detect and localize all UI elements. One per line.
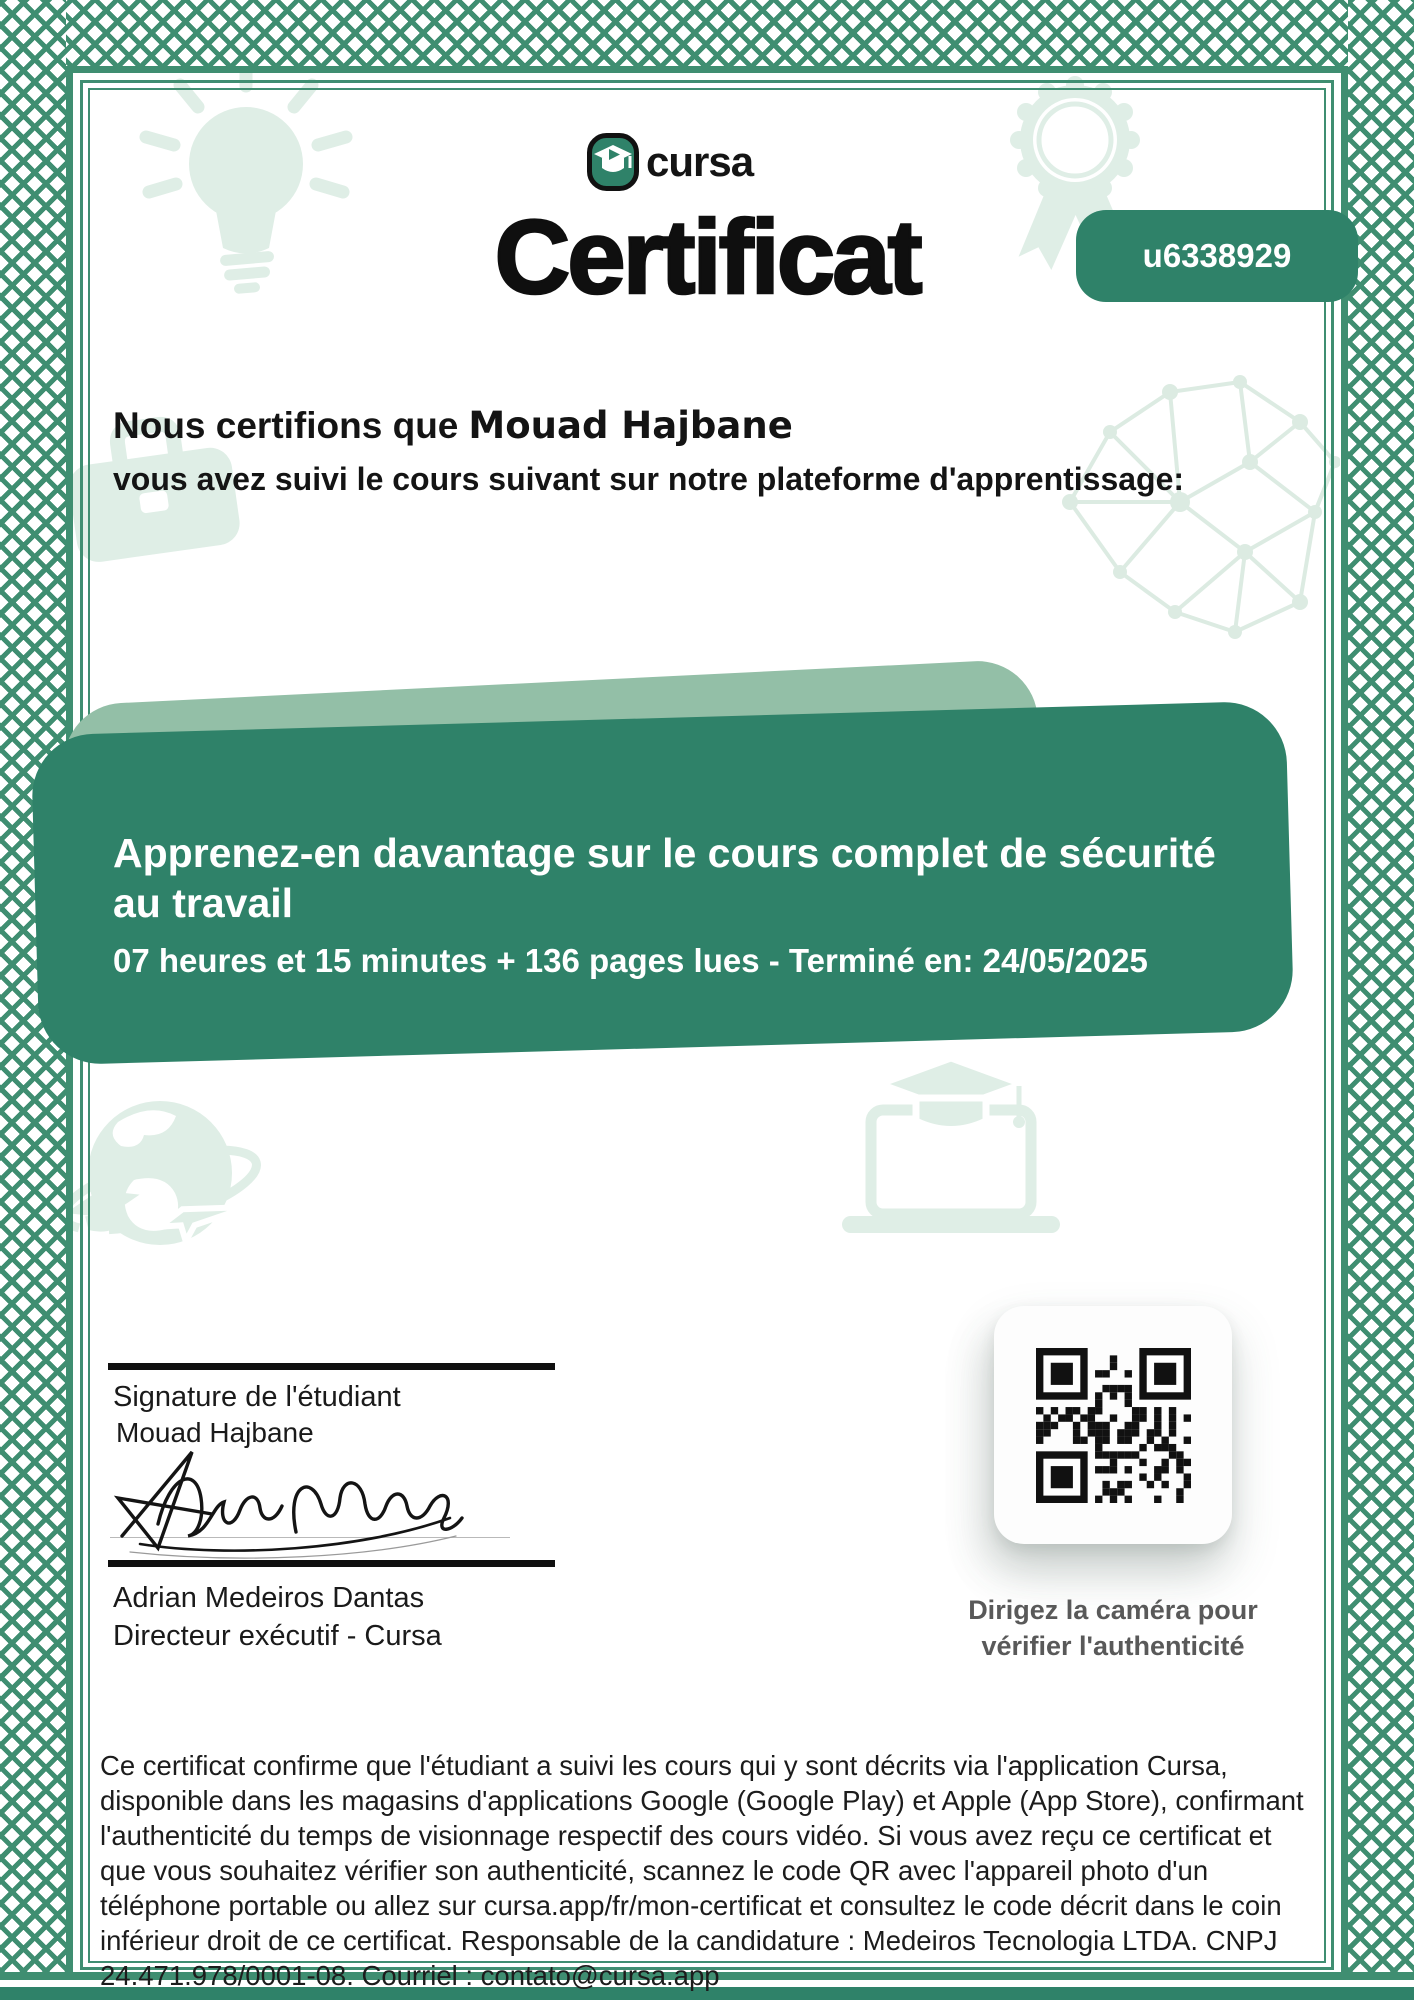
course-title: Apprenez-en davantage sur le cours complet de sécurité au travail (113, 830, 1216, 926)
signature-bottom-rule (108, 1560, 555, 1567)
qr-caption-line1: Dirigez la caméra pour (968, 1595, 1258, 1625)
brand-wordmark: cursa (646, 138, 754, 185)
signer-name: Adrian Medeiros Dantas (113, 1582, 425, 1614)
brain-network-watermark-icon (1050, 352, 1340, 662)
certificate-code: u6338929 (1142, 237, 1292, 274)
course-details: 07 heures et 15 minutes + 136 pages lues - Terminé en: 24/05/2025 (113, 942, 1148, 979)
cursa-logo (586, 132, 753, 192)
qr-caption-line2: vérifier l'authenticité (981, 1631, 1245, 1661)
cursa-logo-icon (586, 132, 640, 192)
certificate-code-badge (1076, 210, 1358, 302)
student-name: Mouad Hajbane (468, 404, 793, 447)
qr-caption (948, 1592, 1278, 1664)
signature-label: Signature de l'étudiant (113, 1381, 401, 1413)
qr-code (1036, 1348, 1191, 1503)
globe-plane-watermark-icon (60, 1078, 275, 1283)
signature-top-rule (108, 1363, 555, 1370)
intro-subline: vous avez suivi le cours suivant sur notre plateforme d'apprentissage: (113, 461, 1185, 497)
ornamental-border-top (0, 0, 1414, 66)
laptop-graduation-watermark-icon (826, 1052, 1076, 1262)
signature-student-name: Mouad Hajbane (116, 1417, 314, 1448)
certify-label: Nous certifions que (113, 405, 459, 446)
certificate-title: Certificat (494, 199, 920, 316)
qr-card (994, 1306, 1232, 1544)
signature-image (100, 1440, 470, 1565)
intro-block (113, 404, 1184, 498)
footer-disclaimer: Ce certificat confirme que l'étudiant a suivi les cours qui y sont décrits via l'application Cursa, disponible dans les magasins d'applications Google (Google Play) et Apple (App Store), confirmant l'authenticité du temps de visionnage respectif des cours vidéo. Si vous avez reçu ce certificat et que vous souhaitez vérifier son authenticité, scannez le code QR avec l'appareil photo d'un téléphone portable ou allez sur cursa.app/fr/mon-certificat et consultez le code décrit dans le coin inférieur droit de ce certificat. Responsable de la candidature : Medeiros Tecnologia LTDA. CNPJ 24.471.978/0001-08. Courriel : contato@cursa.app (100, 1749, 1304, 1991)
signer-title: Directeur exécutif - Cursa (113, 1620, 442, 1652)
